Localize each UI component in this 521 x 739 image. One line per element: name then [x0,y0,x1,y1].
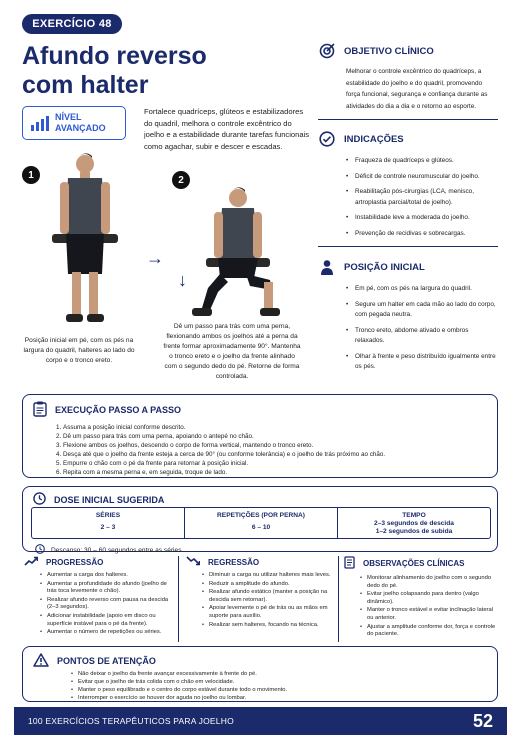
level-box [22,106,126,140]
attention-box [22,646,498,702]
standing-person-illustration [40,150,130,330]
arrow-down-icon: ↓ [178,270,187,290]
time-value-2: 1–2 segundos de subida [375,528,453,535]
progression-title: PROGRESSÃO [46,557,104,567]
page-title [22,42,242,100]
clinical-notes-section [344,556,498,640]
attention-item: • Não deixar o joelho da frente avançar excessivamente à frente do pé. [71,670,497,678]
indication-item: • Reabilitação pós-cirurgias (LCA, menisco, artroplastia parcial/total de joelho). [346,187,498,208]
initial-position-section [318,258,498,378]
clinical-notes-title: OBSERVAÇÕES CLÍNICAS [363,559,465,568]
regression-item: • Apoiar levemente o pé de trás ou as mãos em suporte para auxílio. [202,605,336,620]
person-icon [318,258,336,276]
timer-icon [35,544,45,556]
column-divider [178,556,179,642]
regression-item: • Reduzir a amplitude do afundo. [202,581,336,589]
execution-step: 4. Desça até que o joelho da frente esteja a cerca de 90° (ou conforme tolerância) e o joelho de trás próximo ao chão. [63,450,497,459]
indication-item: • Instabilidade leve a moderada do joelho. [346,213,498,224]
clinical-note-item: • Monitorar alinhamento do joelho com o segundo dedo do pé. [360,575,498,590]
indication-item: • Fraqueza de quadríceps e glúteos. [346,156,498,167]
divider [318,119,498,120]
attention-item: • Manter o peso equilibrado e o centro do corpo estável durante todo o movimento. [71,686,497,694]
footer-bar [14,707,507,735]
level-label [55,112,106,134]
time-value-1: 2–3 segundos de descida [374,520,454,527]
trend-down-icon [186,556,200,568]
execution-step: 2. Dê um passo para trás com uma perna, apoiando o antepé no chão. [63,432,497,441]
sets-label: SÉRIES [95,512,121,519]
reps-value: 6 – 10 [251,524,271,531]
execution-step: 6. Repita com a mesma perna e, em seguida, troque de lado. [63,468,497,477]
clinical-note-item: • Ajustar a amplitude conforme dor, força e controle do paciente. [360,624,498,639]
progression-section [24,556,174,638]
position-item: • Segure um halter em cada mão ao lado do corpo, com pegada neutra. [346,300,498,321]
bar-chart-icon [31,115,49,131]
attention-title: PONTOS DE ATENÇÃO [57,656,156,666]
step-1-number: 1 [22,166,40,184]
dose-sets-cell [32,508,185,538]
execution-title: EXECUÇÃO PASSO A PASSO [55,405,182,415]
execution-step: 3. Flexione ambos os joelhos, descendo o corpo de forma vertical, mantendo o tronco ereto. [63,441,497,450]
indication-item: • Déficit de controle neuromuscular do joelho. [346,172,498,183]
attention-item: • Interromper o exercício se houver dor aguda no joelho ou lombar. [71,694,497,702]
time-label: TEMPO [402,512,426,519]
dose-title: DOSE INICIAL SUGERIDA [54,494,165,505]
indication-item: • Prevenção de recidivas e sobrecargas. [346,229,498,240]
attention-item: • Evitar que o joelho de trás colida com o chão em velocidade. [71,678,497,686]
notes-icon [344,556,355,571]
rest-text: Descanso: 30 – 60 segundos entre as séries. [51,546,184,554]
position-item: • Tronco ereto, abdome ativado e ombros relaxados. [346,326,498,347]
intro-text: Fortalece quadríceps, glúteos e estabilizadores do quadril, melhora o controle excêntrico do joelho e a estabilidade durante tarefas funcionais como agachar, subir e descer e escadas. [144,107,310,151]
level-label-line-2: AVANÇADO [55,123,106,133]
check-circle-icon [318,130,336,148]
objective-title: OBJETIVO CLÍNICO [344,45,434,57]
exercise-badge: EXERCÍCIO 48 [22,14,122,34]
dose-table [31,507,491,539]
progression-item: • Adicionar instabilidade (apoio em disco ou superfície instável para o pé da frente). [40,613,174,628]
position-item: • Em pé, com os pés na largura do quadril. [346,284,498,295]
execution-box [22,394,498,478]
arrow-right-icon: → [146,248,164,268]
regression-title: REGRESSÃO [208,557,260,567]
column-divider [338,556,339,642]
dose-time-cell [338,508,490,538]
clinical-note-item: • Manter o tronco estável e evitar inclinação lateral ou anterior. [360,607,498,622]
step-2-caption: Dê um passo para trás com uma perna, flexionando ambos os joelhos até a perna da frente formar aproximadamente 90°. Mantenha o tronco ereto e o joelho da frente alinhado com o segundo dedo do pé. Retorne de forma controlada. [163,323,301,380]
divider [318,246,498,247]
reps-label: REPETIÇÕES (POR PERNA) [217,512,305,519]
target-icon [318,42,336,60]
initial-position-title: POSIÇÃO INICIAL [344,261,425,273]
dose-box [22,486,498,552]
step-1-caption: Posição inicial em pé, com os pés na largura do quadril, halteres ao lado do corpo e o tronco ereto. [23,337,135,364]
title-line-2: com halter [22,71,149,99]
execution-step: 1. Assuma a posição inicial conforme descrito. [63,423,497,432]
objective-text: Melhorar o controle excêntrico do quadríceps, a estabilidade do joelho e do quadril, promovendo força funcional, segurança e confiança durante as atividades do dia a dia e o retorno ao esporte. [346,68,488,110]
regression-item: • Diminuir a carga ou utilizar halteres mais leves. [202,572,336,580]
progression-item: • Aumentar a profundidade do afundo (joelho de trás toca levemente o chão). [40,581,174,596]
indications-section [318,130,498,244]
footer-text: 100 EXERCÍCIOS TERAPÊUTICOS PARA JOELHO [28,716,234,726]
position-item: • Olhar à frente e peso distribuído igualmente entre os pés. [346,352,498,373]
page-number: 52 [472,710,493,731]
execution-step: 5. Empurre o chão com o pé da frente para retornar à posição inicial. [63,459,497,468]
sets-value: 2 – 3 [100,524,116,531]
dose-reps-cell [185,508,338,538]
indications-title: INDICAÇÕES [344,133,404,145]
warning-icon [33,653,49,669]
regression-item: • Realizar afundo estático (manter a posição na descida sem retornar). [202,589,336,604]
clock-icon [33,492,46,507]
title-line-1: Afundo reverso [22,42,207,70]
progression-item: • Aumentar o número de repetições ou séries. [40,629,174,637]
clinical-note-item: • Evitar joelho colapsando para dentro (valgo dinâmico). [360,591,498,606]
regression-section [186,556,336,630]
rest-row [35,544,183,556]
progression-item: • Aumentar a carga dos halteres. [40,572,174,580]
level-label-line-1: NÍVEL [55,112,82,122]
trend-up-icon [24,556,38,568]
progression-item: • Realizar afundo reverso com pausa na descida (2–3 segundos). [40,597,174,612]
objective-section [318,42,498,112]
regression-item: • Realizar sem halteres, focando na técnica. [202,622,336,630]
step-2-number: 2 [172,171,190,189]
clipboard-icon [33,401,47,419]
lunging-person-illustration [190,186,290,321]
